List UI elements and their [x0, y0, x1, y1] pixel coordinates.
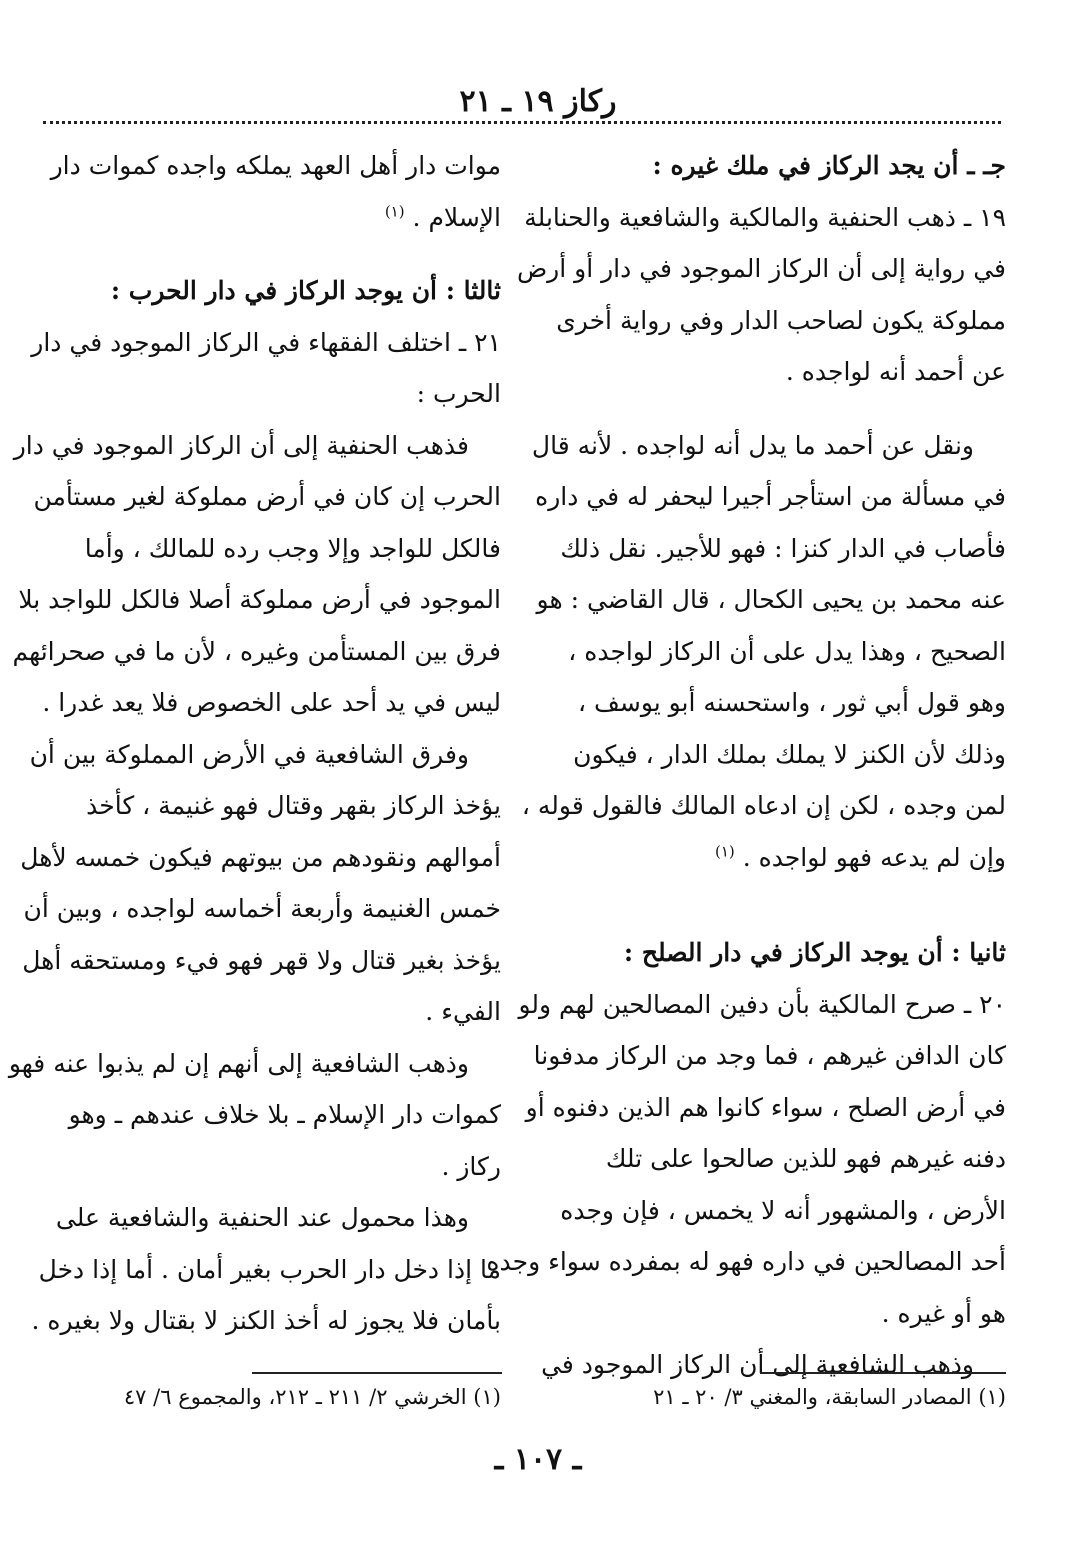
footnote-marker: (١): [715, 842, 735, 861]
paragraph-gap: [553, 883, 1006, 905]
paragraph-line: في مسألة من استأجر أجيرا ليحفر له في داره: [535, 482, 1006, 511]
paragraph-line: هو أو غيره .: [881, 1298, 1006, 1328]
paragraph-line: ونقل عن أحمد ما يدل أنه لواجده . لأنه قال: [531, 430, 974, 460]
paragraph-line: عن أحمد أنه لواجده .: [785, 357, 1006, 386]
paragraph-line: وفرق الشافعية في الأرض المملوكة بين أن: [29, 739, 469, 769]
right-column: [486, 140, 1006, 1391]
section-heading: ثالثا : أن يوجد الركاز في دار الحرب :: [110, 276, 501, 305]
paragraph-line: دفنه غيرهم فهو للذين صالحوا على تلك: [605, 1144, 1006, 1173]
paragraph-line: وهذا محمول عند الحنفية والشافعية على: [55, 1203, 469, 1232]
left-column: [8, 140, 501, 1347]
paragraph-line: فرق بين المستأمن وغيره ، لأن ما في صحرائهم: [12, 636, 501, 666]
paragraph-line: كان الدافن غيرهم ، فما وجد من الركاز مدفونا: [533, 1041, 1006, 1070]
paragraph-line: [43, 192, 501, 244]
paragraph-gap: [553, 398, 1006, 420]
paragraph-gap: [553, 905, 1006, 927]
header-dotted-rule: [43, 121, 1001, 124]
paragraph-line: كموات دار الإسلام ـ بلا خلاف عندهم ـ وهو: [68, 1100, 501, 1129]
paragraph-line: في أرض الصلح ، سواء كانوا هم الذين دفنوه أو: [525, 1092, 1006, 1122]
section-heading: ثانيا : أن يوجد الركاز في دار الصلح :: [623, 938, 1006, 967]
paragraph-line: ما إذا دخل دار الحرب بغير أمان . أما إذا دخل: [38, 1254, 501, 1284]
paragraph-line: مملوكة يكون لصاحب الدار وفي رواية أخرى: [556, 305, 1006, 335]
paragraph-line: خمس الغنيمة وأربعة أخماسه لواجده ، وبين أن: [23, 894, 501, 923]
paragraph-line: لمن وجده ، لكن إن ادعاه المالك فالقول قوله ،: [521, 791, 1006, 820]
line-text: الإسلام .: [412, 202, 501, 232]
paragraph-line: ٢١ ـ اختلف الفقهاء في الركاز الموجود في دار: [31, 327, 501, 357]
paragraph-line: الموجود في أرض مملوكة أصلا فالكل للواجد بلا: [18, 585, 501, 614]
paragraph-line: الفيء .: [425, 997, 501, 1026]
footnote-rule-left: [252, 1372, 502, 1374]
paragraph-line: وهو قول أبي ثور ، واستحسنه أبو يوسف ،: [577, 688, 1006, 717]
line-text: وإن لم يدعه فهو لواجده .: [742, 842, 1006, 872]
paragraph-line: الأرض ، والمشهور أنه لا يخمس ، فإن وجده: [560, 1195, 1006, 1225]
paragraph-gap: [43, 243, 501, 265]
paragraph-line: ٢٠ ـ صرح المالكية بأن دفين المصالحين لهم ولو: [518, 989, 1006, 1019]
paragraph-line: وذهب الشافعية إلى أنهم إن لم يذبوا عنه فهو: [8, 1048, 469, 1078]
paragraph-line: يؤخذ الركاز بقهر وقتال فهو غنيمة ، كأخذ: [86, 791, 501, 820]
paragraph-line: ركاز .: [441, 1151, 501, 1181]
paragraph-line: وذهب الشافعية إلى أن الركاز الموجود في: [541, 1350, 974, 1379]
paragraph-line: موات دار أهل العهد يملكه واجده كموات دار: [50, 151, 501, 180]
paragraph-line: وذلك لأن الكنز لا يملك بملك الدار ، فيكون: [573, 739, 1006, 769]
footnote-right: (١) المصادر السابقة، والمغني ٣/ ٢٠ ـ ٢١: [653, 1385, 1006, 1409]
paragraph-line: أموالهم ونقودهم من بيوتهم فيكون خمسه لأهل: [20, 842, 501, 872]
paragraph-line: فالكل للواجد وإلا وجب رده للمالك ، وأما: [84, 533, 501, 563]
paragraph-line: عنه محمد بن يحيى الكحال ، قال القاضي : هو: [536, 585, 1006, 614]
paragraph-line: ليس في يد أحد على الخصوص فلا يعد غدرا .: [42, 688, 501, 717]
paragraph-line: فأصاب في الدار كنزا : فهو للأجير. نقل ذلك: [560, 533, 1006, 563]
footnote-rule-right: [760, 1372, 1006, 1374]
paragraph-line: الصحيح ، وهذا يدل على أن الركاز لواجده ،: [568, 636, 1006, 666]
footnote-left: (١) الخرشي ٢/ ٢١١ ـ ٢١٢، والمجموع ٦/ ٤٧: [123, 1385, 501, 1409]
paragraph-line: فذهب الحنفية إلى أن الركاز الموجود في دار: [13, 430, 469, 460]
section-heading: جـ ـ أن يجد الركاز في ملك غيره :: [652, 151, 1006, 180]
paragraph-line: ١٩ ـ ذهب الحنفية والمالكية والشافعية والحنابلة: [524, 202, 1006, 232]
footnote-marker: (١): [384, 202, 405, 221]
paragraph-line: الحرب :: [416, 379, 501, 408]
paragraph-line: يؤخذ بغير قتال ولا قهر فهو فيء ومستحقه أهل: [22, 945, 501, 975]
paragraph-line: بأمان فلا يجوز له أخذ الكنز لا بقتال ولا بغيره .: [31, 1306, 501, 1335]
page-number: ـ ١٠٧ ـ: [494, 1442, 582, 1477]
paragraph-line: الحرب إن كان في أرض مملوكة لغير مستأمن: [33, 482, 501, 511]
running-header-title: ركاز ١٩ ـ ٢١: [459, 84, 617, 119]
paragraph-line: [553, 832, 1006, 884]
paragraph-line: أحد المصالحين في داره فهو له بمفرده سواء وجده: [486, 1247, 1006, 1276]
paragraph-line: في رواية إلى أن الركاز الموجود في دار أو أرض: [516, 254, 1006, 283]
